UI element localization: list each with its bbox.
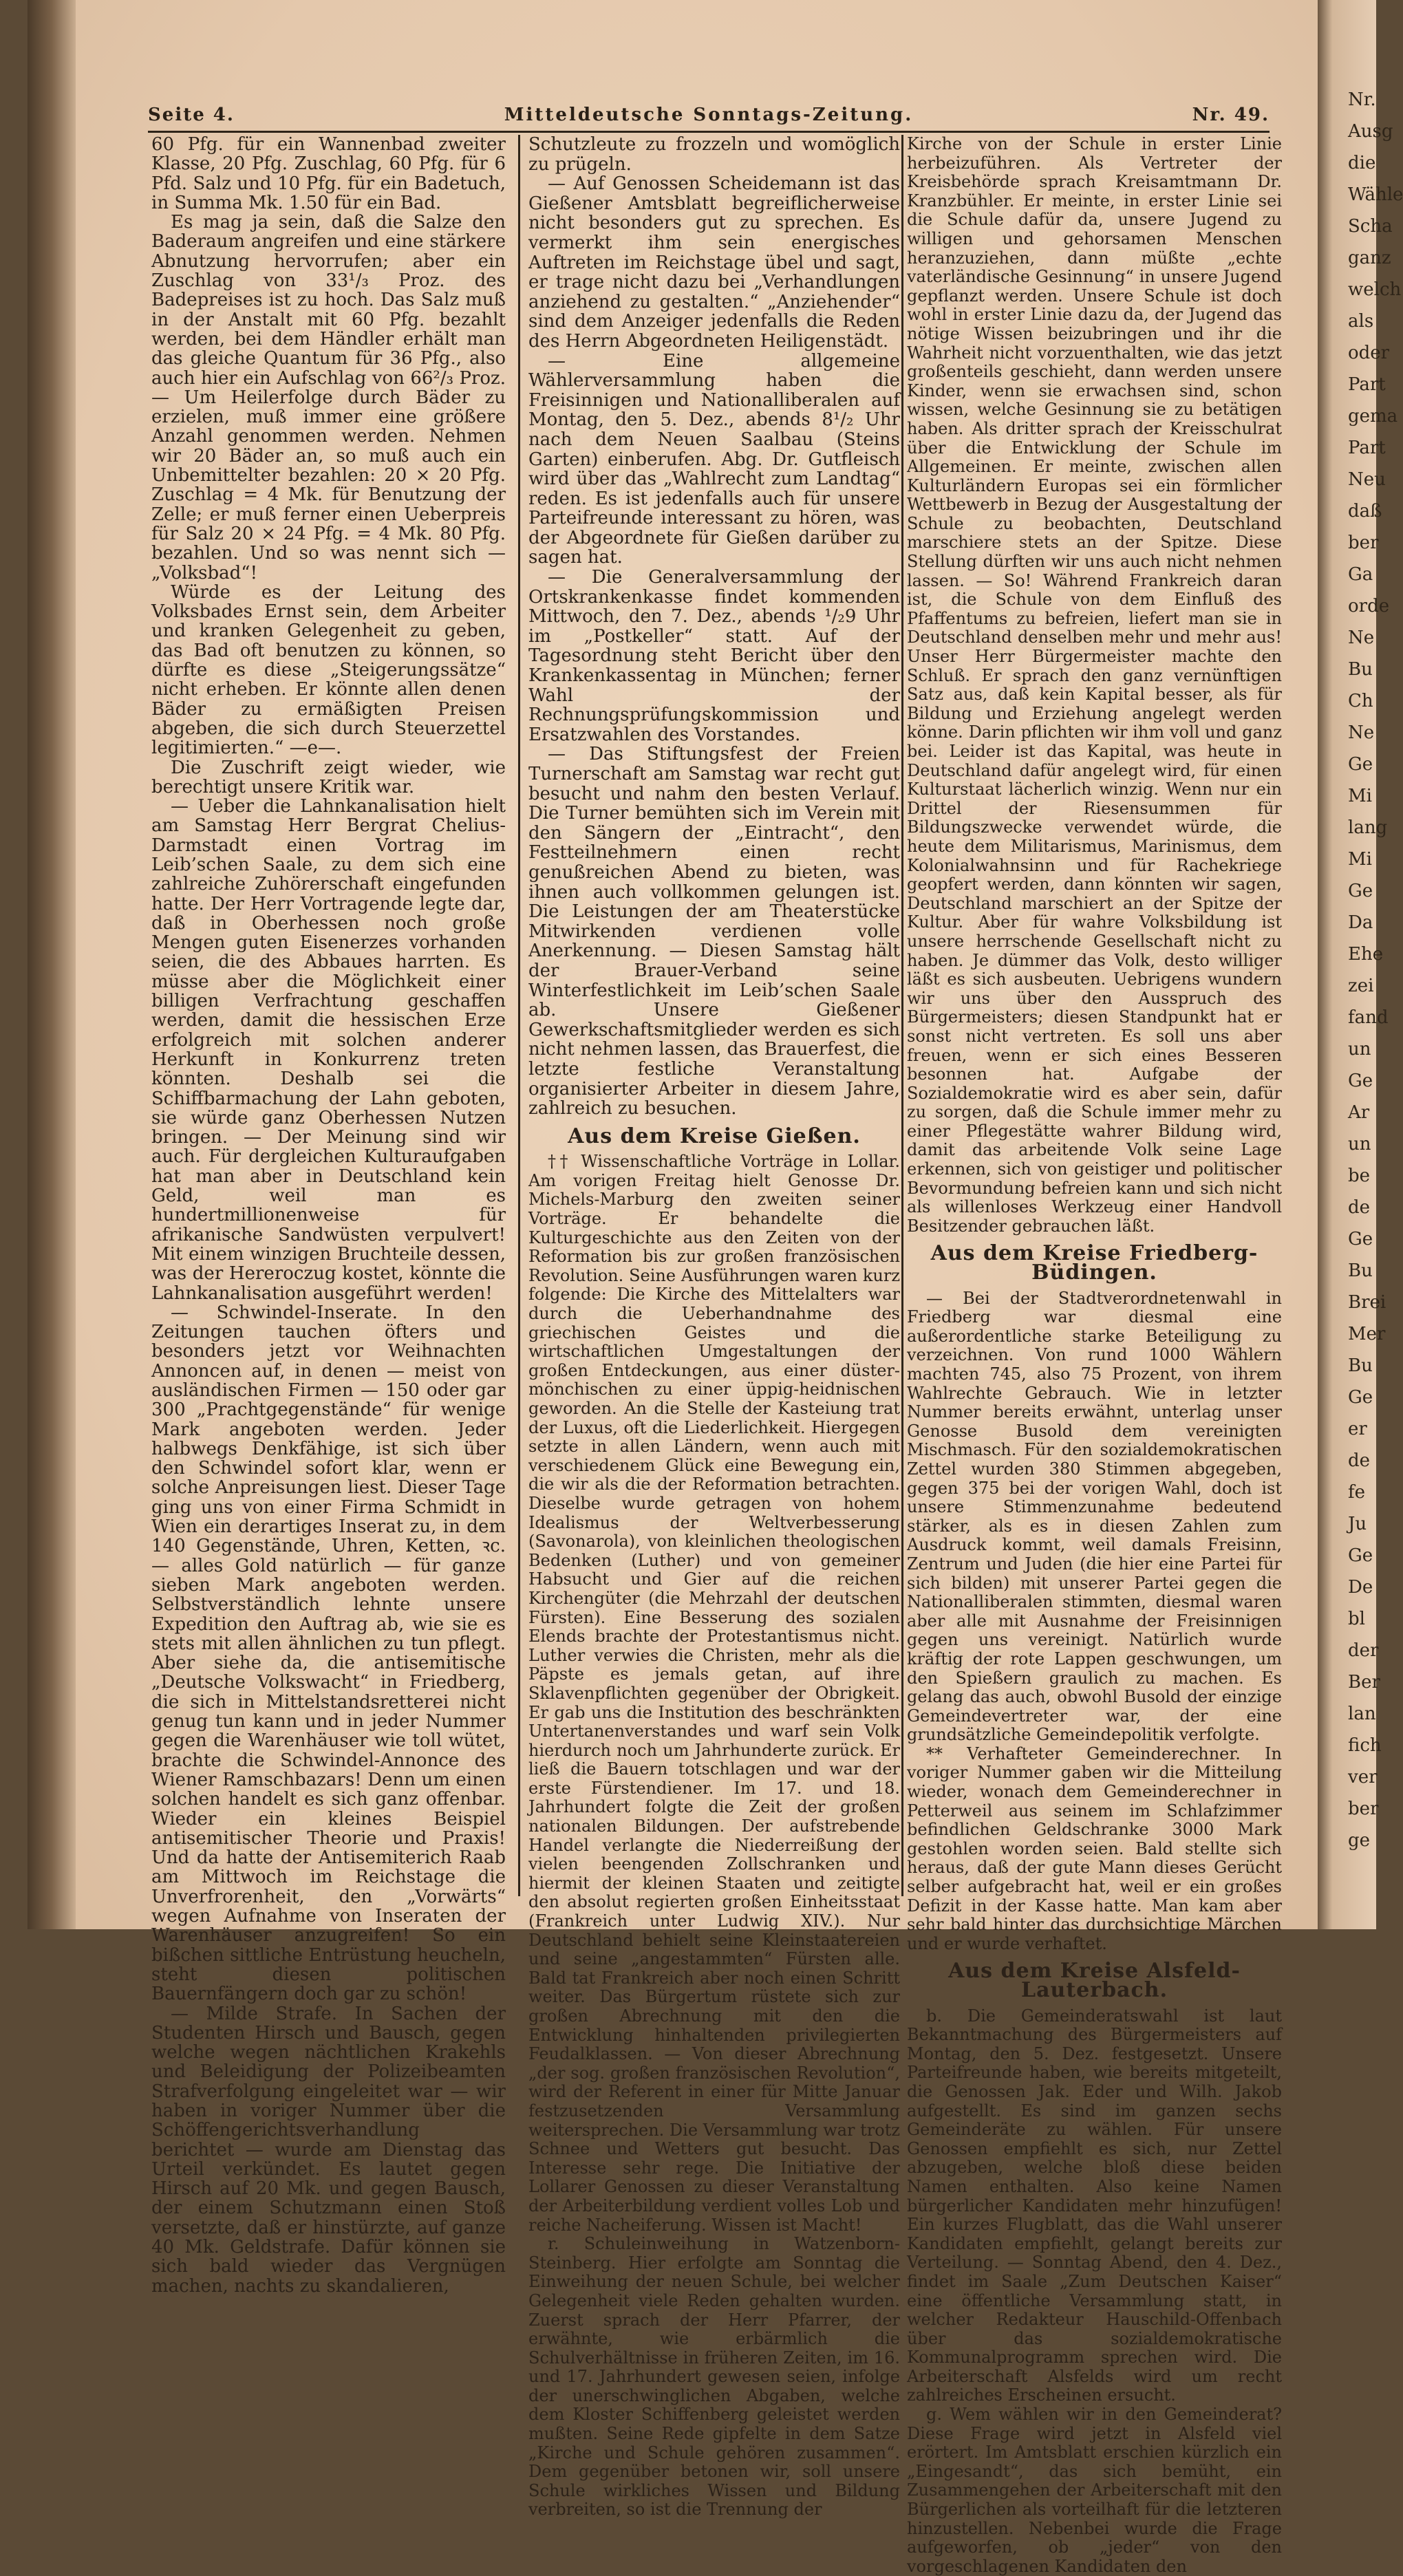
book-binding [28,0,76,1929]
paragraph: ** Verhafteter Gemeinderechner. In voriger Nummer gaben wir die Mitteilung wieder, wonach dem Gemeinderechner in Petterweil aus seinem im Schlafzimmer befindlichen Geldschranke 3000 Mark gestohlen worden seien. Bald stellte sich heraus, daß der gute Mann dieses Gerücht selber aufgebracht hat, weil er ein großes Defizit in der Kasse hatte. Man kam aber sehr bald hinter das durchsichtige Märchen und er wurde verhaftet. [907,1743,1282,1953]
adjacent-page-fragment: Ber [1348,1672,1380,1693]
issue-number: Nr. 49. [1192,105,1270,125]
adjacent-page-fragment: Ch [1348,691,1373,711]
section-heading: Aus dem Kreise Alsfeld-Lauterbach. [948,1959,1241,2002]
paragraph: Es mag ja sein, daß die Salze den Baderaum angreifen und eine stärkere Abnutzung hervorrufen; aber ein Zuschlag von 33¹/₃ Proz. des Badepreises ist zu hoch. Das Salz muß in der Anstalt mit 60 Pfg. bezahlt werden, bei dem Händler erhält man das gleiche Quantum für 36 Pfg., also auch hier ein Aufschlag von 66²/₃ Proz. — Um Heilerfolge durch Bäder zu erzielen, muß immer eine größere Anzahl genommen werden. Nehmen wir 20 Bäder an, so muß auch ein Unbemittelter bezahlen: 20 × 20 Pfg. Zuschlag = 4 Mk. für Benutzung der Zelle; er muß ferner einen Ueberpreis für Salz 20 × 24 Pfg. = 4 Mk. 80 Pfg. bezahlen. Und so was nennt sich — „Volksbad“! [151,212,506,583]
adjacent-page-fragment: fich [1348,1735,1382,1756]
adjacent-page-fragment: lang [1348,817,1388,838]
section-heading: Aus dem Kreise Gießen. [568,1124,861,1148]
newspaper-page [28,0,1335,2576]
adjacent-page-fragment: de [1348,1450,1371,1471]
adjacent-page-fragment: Part [1348,438,1386,458]
paragraph: 60 Pfg. für ein Wannenbad zweiter Klasse, 20 Pfg. Zuschlag, 60 Pfg. für 6 Pfd. Salz und 10 Pfg. für ein Badetuch, in Summa Mk. 1.50 für ein Bad. [151,134,506,213]
paragraph: — Bei der Stadtverordnetenwahl in Friedberg war diesmal eine außerordentliche starke Beteiligung zu verzeichnen. Von rund 1000 Wählern machten 745, also 75 Prozent, von ihrem Wahlrechte Gebrauch. Wie in letzter Nummer bereits erwähnt, unterlag unser Genosse Busold dem vereinigten Mischmasch. Für den sozialdemokratischen Zettel wurden 380 Stimmen abgegeben, gegen 375 bei der vorigen Wahl, doch ist unsere Stimmenzunahme bedeutend stärker, als es in diesen Zahlen zum Ausdruck kommt, weil damals Freisinn, Zentrum und Juden (die hier eine Partei für sich bilden) mit unserer Partei gegen die Nationalliberalen stimmten, diesmal waren aber alle mit Ausnahme der Freisinnigen gegen uns vereinigt. Natürlich wurde kräftig der rote Lappen geschwungen, um den Spießern graulich zu machen. Es gelang das auch, obwohl Busold der einzige Gemeindevertreter war, der eine grundsätzliche Gemeindepolitik verfolgte. [907,1288,1282,1745]
adjacent-page-fragment: die [1348,153,1376,173]
adjacent-page-fragment: Ar [1348,1102,1370,1123]
adjacent-page-fragment: ver [1348,1767,1378,1788]
adjacent-page-fragment: Ge [1348,1229,1373,1249]
adjacent-page-fragment: Ge [1348,1071,1373,1091]
column-1 [151,134,506,2297]
adjacent-page-fragment: Ga [1348,564,1373,585]
column-rule [518,135,520,1896]
column-2 [528,134,900,2520]
adjacent-page-fragment: Ge [1348,881,1373,901]
section-heading: Aus dem Kreise Friedberg-Büdingen. [930,1241,1259,1285]
paragraph: b. Die Gemeinderatswahl ist laut Bekanntmachung des Bürgermeisters auf Montag, den 5. Dez. festgesetzt. Unsere Parteifreunde haben, wie bereits mitgeteilt, die Genossen Jak. Eder und Wilh. Jakob aufgestellt. Es sind im ganzen sechs Gemeinderäte zu wählen. Für unsere Genossen empfiehlt es sich, nur Zettel abzugeben, welche bloß diese beiden Namen enthalten. Also keine Namen bürgerlicher Kandidaten mehr hinzufügen! Ein kurzes Flugblatt, das die Wahl unserer Kandidaten empfiehlt, gelangt bereits zur Verteilung. — Sonntag Abend, den 4. Dez., findet im Saale „Zum Deutschen Kaiser“ eine öffentliche Versammlung statt, in welcher Redakteur Hauschild-Offenbach über das sozialdemokratische Kommunalprogramm sprechen wird. Die Arbeiterschaft Alsfelds wird um recht zahlreiches Erscheinen ersucht. [907,2006,1282,2405]
adjacent-page-fragment: orde [1348,596,1390,616]
paragraph: †† Wissenschaftliche Vorträge in Lollar. Am vorigen Freitag hielt Genosse Dr. Michels-Marburg den zweiten seiner Vorträge. Er behandelte die Kulturgeschichte aus den Zeiten von der Reformation bis zur großen französischen Revolution. Seine Ausführungen waren kurz folgende: Die Kirche des Mittelalters war durch die Ueberhandnahme des griechischen Geistes und die wirtschaftlichen Umgestaltungen der großen Entdeckungen, aus einer düster-mönchischen zu einer üppig-heidnischen geworden. An die Stelle der Kasteiung trat der Luxus, oft die Liederlichkeit. Hiergegen setzte in allen Ländern, wenn auch mit verschiedenem Glück eine Bewegung ein, die wir als die der Reformation betrachten. Dieselbe wurde getragen von hohem Idealismus der Weltverbesserung (Savonarola), von kleinlichen theologischen Bedenken (Luther) und von gemeiner Habsucht und Gier auf die reichen Kirchengüter (die Mehrzahl der deutschen Fürsten). Eine Besserung des sozialen Elends brachte der Protestantismus nicht. Luther verwies die Christen, mehr als die Päpste es jemals getan, auf ihre Sklavenpflichten gegenüber der Obrigkeit. Er gab uns die Institution des beschränkten Untertanenverstandes und warf sein Volk hierdurch noch um Jahrhunderte zurück. Er ließ die Bauern totschlagen und war der erste Fürstendiener. Im 17. und 18. Jahrhundert folgte die Zeit der großen nationalen Bildungen. Der aufstrebende Handel verlangte die Niederreißung der vielen beengenden Zollschranken und hiermit der kleinen Staaten und zeitigte den absolut regierten großen Einheitsstaat (Frankreich unter Ludwig XIV.). Nur Deutschland behielt seine Kleinstaatereien und seine „angestammten“ Fürsten alle. Bald tat Frankreich aber noch einen Schritt weiter. Das Bürgertum rüstete sich zur großen Abrechnung mit den die Entwicklung hinhaltenden privilegierten Feudalklassen. — Von dieser Abrechnung „der sog. großen französischen Revolution“, wird der Referent in einer für Mitte Januar festzusetzenden Versammlung weitersprechen. Die Versammlung war trotz Schnee und Wetters gut besucht. Das Interesse sehr rege. Die Initiative der Lollarer Genossen zu dieser Veranstaltung der Arbeiterbildung verdient volles Lob und reiche Nacheiferung. Wissen ist Macht! [528,1152,900,2235]
adjacent-page-fragment: Part [1348,374,1386,395]
adjacent-page-fragment: Brei [1348,1292,1386,1313]
adjacent-page-edge [1318,0,1403,1929]
paragraph: — Ueber die Lahnkanalisation hielt am Samstag Herr Bergrat Chelius-Darmstadt einen Vortrag im Leib’schen Saale, zu dem sich eine zahlreiche Zuhörerschaft eingefunden hatte. Der Herr Vortragende legte dar, daß in Oberhessen noch große Mengen guten Eisenerzes vorhanden seien, die des Abbaues harrten. Es müsse aber die Möglichkeit einer billigen Verfrachtung geschaffen werden, damit die hessischen Erze erfolgreich mit solchen anderer Herkunft in Konkurrenz treten könnten. Deshalb sei die Schiffbarmachung der Lahn geboten, sie würde ganz Oberhessen Nutzen bringen. — Der Meinung sind wir auch. Für dergleichen Kulturaufgaben hat man aber in Deutschland kein Geld, weil man es hundertmillionenweise für afrikanische Sandwüsten verpulvert! Mit einem winzigen Bruchteile dessen, was der Hereroczug kostet, könnte die Lahnkanalisation ausgeführt werden! [151,796,506,1304]
paragraph: — Die Generalversammlung der Ortskrankenkasse findet kommenden Mittwoch, den 7. Dez., abends ¹/₂9 Uhr im „Postkeller“ statt. Auf der Tagesordnung steht Bericht über den Krankenkassentag in München; ferner Wahl der Rechnungsprüfungskommission und Ersatzwahlen des Vorstandes. [528,567,900,745]
newspaper-title: Mitteldeutsche Sonntags-Zeitung. [504,105,914,125]
adjacent-page-fragment: Bu [1348,659,1373,680]
adjacent-page-fragment: ber [1348,1799,1379,1819]
paragraph: — Eine allgemeine Wählerversammlung haben die Freisinnigen und Nationalliberalen auf Montag, den 5. Dez., abends 8¹/₂ Uhr nach dem Neuen Saalbau (Steins Garten) einberufen. Abg. Dr. Gutfleisch wird über das „Wahlrecht zum Landtag“ reden. Es ist jedenfalls auch für unsere Parteifreunde interessant zu hören, was der Abgeordnete für Gießen darüber zu sagen hat. [528,350,900,568]
adjacent-page-fragment: ber [1348,533,1379,553]
adjacent-page-fragment: be [1348,1166,1371,1186]
adjacent-page-fragment: De [1348,1577,1373,1598]
adjacent-page-fragment: bl [1348,1609,1365,1629]
adjacent-page-fragment: Wähle [1348,184,1403,205]
adjacent-page-fragment: Neu [1348,469,1386,490]
paragraph: — Schwindel-Inserate. In den Zeitungen tauchen öfters und besonders jetzt vor Weihnachten Annoncen auf, in denen — meist von ausländischen Firmen — 150 oder gar 300 „Prachtgegenstände“ für wenige Mark angeboten werden. Jeder halbwegs Denkfähige, ist sich über den Schwindel sofort klar, wenn er solche Anpreisungen liest. Dieser Tage ging uns von einer Firma Schmidt in Wien ein derartiges Inserat zu, in dem 140 Gegenstände, Uhren, Ketten, ꝛc. — alles Gold natürlich — für ganze sieben Mark angeboten werden. Selbstverständlich lehnte unsere Expedition den Auftrag ab, wie sie es stets mit allen ähnlichen zu tun pflegt. Aber siehe da, die antisemitische „Deutsche Volkswacht“ in Friedberg, die sich in Mittelstandsretterei nicht genug tun kann und in jeder Nummer gegen die Warenhäuser wie toll wütet, brachte die Schwindel-Annonce des Wiener Ramschbazars! Denn um einen solchen handelt es sich ganz offenbar. Wieder ein kleines Beispiel antisemitischer Theorie und Praxis! Und da hatte der Antisemiterich Raab am Mittwoch im Reichstage die Unverfrorenheit, den „Vorwärts“ wegen Aufnahme von Inseraten der Warenhäuser anzugreifen! So ein bißchen sittliche Entrüstung heucheln, steht diesen politischen Bauernfängern doch gar zu schön! [151,1302,506,2005]
adjacent-page-fragment: Ju [1348,1514,1367,1534]
adjacent-page-fragment: oder [1348,343,1390,363]
adjacent-page-fragment: Bu [1348,1260,1373,1281]
adjacent-page-fragment: fe [1348,1482,1366,1503]
paragraph: Kirche von der Schule in erster Linie herbeizuführen. Als Vertreter der Kreisbehörde sprach Kreisamtmann Dr. Kranzbühler. Er meinte, in erster Linie sei die Schule dafür da, unsere Jugend zu willigen und gehorsamen Menschen heranzuziehen, dann müßte „echte vaterländische Gesinnung“ in unsere Jugend gepflanzt werden. Unsere Schule ist doch wohl in erster Linie dazu da, der Jugend das nötige Wissen beizubringen und ihr die Wahrheit nicht vorzuenthalten, wie das jetzt großenteils geschieht, dann werden unsere Kinder, wenn sie erwachsen sind, schon wissen, welche Gesinnung sie zu betätigen haben. Als dritter sprach der Kreisschulrat über die Entwicklung der Schule im Allgemeinen. Er meinte, zwischen allen Kulturländern Europas sei ein förmlicher Wettbewerb in Bezug der Ausgestaltung der Schule zu beobachten, Deutschland marschiere stets an der Spitze. Diese Stellung dürften wir uns auch nicht nehmen lassen. — So! Während Frankreich daran ist, die Schule von dem Einfluß des Pfaffentums zu befreien, liefert man sie in Deutschland denselben mehr und mehr aus! Unser Herr Bürgermeister machte den Schluß. Er sprach den ganz vernünftigen Satz aus, daß kein Kapital besser, als für Bildung und Erziehung angelegt werden könne. Darin pflichten wir ihm voll und ganz bei. Leider ist das Kapital, was heute in Deutschland dafür angelegt wird, für einen Kulturstaat lächerlich winzig. Wenn nur ein Drittel der Riesensummen für Bildungszwecke verwendet würde, die heute dem Militarismus, Marinismus, dem Kolonialwahnsinn und für Rachekriege geopfert werden, dann könnten wir sagen, Deutschland marschiert an der Spitze der Kultur. Aber für wahre Volksbildung ist unsere herrschende Gesellschaft nicht zu haben. Je dümmer das Volk, desto williger läßt es sich ausbeuten. Uebrigens wundern wir uns über den Ausspruch des Bürgermeisters; diesen Standpunkt hat er sonst nicht vertreten. Es soll uns aber freuen, wenn er sich eines Besseren besonnen hat. Aufgabe der Sozialdemokratie wird es aber sein, dafür zu sorgen, daß die Schule immer mehr zu einer Pflegestätte wahrer Bildung wird, damit das arbeitende Volk seine Lage erkennen, sich von geistiger und politischer Bevormundung befreien kann und sich nicht als willenloses Werkzeug einer Handvoll Besitzender gebrauchen läßt. [907,134,1282,1236]
adjacent-page-fragment: daß [1348,501,1382,522]
adjacent-page-fragment: Ge [1348,754,1373,775]
paragraph: r. Schuleinweihung in Watzenborn-Steinberg. Hier erfolgte am Sonntag die Einweihung der neuen Schule, bei welcher Gelegenheit viele Reden gehalten wurden. Zuerst sprach der Herr Pfarrer, der erwähnte, wie erbärmlich die Schulverhältnisse in früheren Zeiten, im 16. und 17. Jahrhundert gewesen seien, infolge der unerschwinglichen Abgaben, welche dem Kloster Schiffenberg geleistet werden mußten. Seine Rede gipfelte in dem Satze „Kirche und Schule gehören zusammen“. Dem gegenüber betonen wir, soll unsere Schule wirkliches Wissen und Bildung verbreiten, so ist die Trennung der [528,2234,900,2520]
adjacent-page-fragment: Nr. [1348,89,1376,110]
adjacent-page-fragment: als [1348,311,1374,332]
adjacent-page-fragment: fand [1348,1007,1389,1028]
adjacent-page-fragment: ge [1348,1830,1371,1851]
adjacent-page-fragment: Ehe [1348,944,1384,965]
adjacent-page-fragment: Da [1348,912,1373,933]
adjacent-page-fragment: gema [1348,406,1398,427]
adjacent-page-fragment: un [1348,1039,1371,1060]
adjacent-page-fragment: Ge [1348,1387,1373,1408]
adjacent-page-fragment: der [1348,1640,1379,1661]
adjacent-page-fragment: de [1348,1197,1371,1218]
adjacent-page-fragment: un [1348,1134,1371,1155]
paragraph: g. Wem wählen wir in den Gemeinderat? Diese Frage wird jetzt in Alsfeld viel erörtert. Im Amtsblatt erschien kürzlich ein „Eingesandt“, das sich bemüht, ein Zusammengehen der Arbeiterschaft mit den Bürgerlichen als vorteilhaft für die letzteren hinzustellen. Nebenbei wurde die Frage aufgeworfen, ob „jeder“ von den vorgeschlagenen Kandidaten den [907,2405,1282,2576]
adjacent-page-fragment: ganz [1348,248,1391,268]
paragraph: — Das Stiftungsfest der Freien Turnerschaft am Samstag war recht gut besucht und nahm den besten Verlauf. Die Turner bemühten sich im Verein mit den Sängern der „Eintracht“, den Festteilnehmern einen recht genußreichen Abend zu bieten, was ihnen auch vollkommen gelungen ist. Die Leistungen der am Theaterstücke Mitwirkenden verdienen volle Anerkennung. — Diesen Samstag hält der Brauer-Verband seine Winterfestlichkeit im Leib’schen Saale ab. Unsere Gießener Gewerkschaftsmitglieder werden es sich nicht nehmen lassen, das Brauerfest, die letzte festliche Veranstaltung organisierter Arbeiter in diesem Jahre, zahlreich zu besuchen. [528,744,900,1119]
adjacent-page-fragment: Bu [1348,1355,1373,1376]
adjacent-page-fragment: lan [1348,1704,1376,1724]
paragraph: — Milde Strafe. In Sachen der Studenten Hirsch und Bausch, gegen welche wegen nächtlichen Krakehls und Beleidigung der Polizeibeamten Strafverfolgung eingeleitet war — wir haben in voriger Nummer über die Schöffengerichtsverhandlung berichtet — wurde am Dienstag das Urteil verkündet. Es lautet gegen Hirsch auf 20 Mk. und gegen Bausch, der einem Schutzmann einen Stoß versetzte, daß er hinstürzte, auf ganze 40 Mk. Geldstrafe. Dafür können sie sich bald wieder das Vergnügen machen, nachts zu skandalieren, [151,2003,506,2297]
adjacent-page-fragment: Ne [1348,627,1375,648]
page-header [148,103,1270,133]
adjacent-page-fragment: er [1348,1419,1367,1439]
adjacent-page-fragment: Mer [1348,1324,1386,1344]
adjacent-page-fragment: zei [1348,976,1374,996]
page-number: Seite 4. [148,105,235,125]
adjacent-page-fragment: Mi [1348,786,1372,806]
paragraph: Würde es der Leitung des Volksbades Ernst sein, dem Arbeiter und kranken Gelegenheit zu geben, das Bad oft benutzen zu können, so dürfte es diese „Steigerungssätze“ nicht erheben. Er könnte allen denen Bäder zu ermäßigten Preisen abgeben, die sich durch Steuerzettel legitimierten.“ —e—. [151,581,506,759]
adjacent-page-fragment: Mi [1348,849,1372,870]
column-3 [907,134,1282,2576]
adjacent-page-fragment: Scha [1348,216,1393,237]
paragraph: Die Zuschrift zeigt wieder, wie berechtigt unsere Kritik war. [151,757,506,797]
paragraph: — Auf Genossen Scheidemann ist das Gießener Amtsblatt begreiflicherweise nicht besonders gut zu sprechen. Es vermerkt ihm sein energisches Auftreten im Reichstage übel und sagt, er trage nicht dazu bei „Verhandlungen anziehend zu gestalten.“ „Anziehender“ sind dem Anzeiger jedenfalls die Reden des Herrn Abgeordneten Heiligenstädt. [528,173,900,352]
adjacent-page-fragment: welch [1348,279,1402,300]
column-rule [901,135,903,1896]
adjacent-page-fragment: Ge [1348,1545,1373,1566]
adjacent-page-fragment: Ausg [1348,121,1393,142]
paragraph: Schutzleute zu frozzeln und womöglich zu prügeln. [528,134,900,175]
adjacent-page-fragment: Ne [1348,722,1375,743]
